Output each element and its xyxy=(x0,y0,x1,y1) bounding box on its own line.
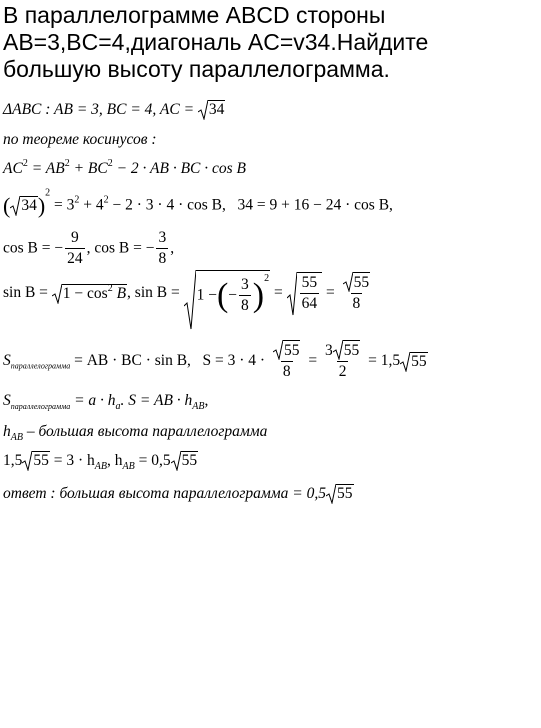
problem-line-1: В параллелограмме ABCD стороны xyxy=(3,2,386,28)
sqrt-34: 34 xyxy=(198,100,226,119)
height-equation: 1,5 $55 = 3 \cdot h_{AB}$, $h_{AB} = 0,5$ 55 xyxy=(3,452,198,472)
problem-line-2: AB=3,BC=4,диагональ AC=v34.Найдите xyxy=(3,29,429,55)
sin-line: sin B = $1 - \cos^2 B$, sin B = 1 −(− $\frac{3}{8}$ )$^2$ = $\frac{55}{64}$ = $\frac{55}{8}$ xyxy=(3,270,374,316)
sqrt-34-b: 34 xyxy=(10,196,38,215)
radical-sign xyxy=(198,100,208,120)
sqrt-1-cos2: $1 - \cos^2 B$ xyxy=(52,284,127,303)
problem-line-3: большую высоту параллелограмма. xyxy=(3,56,390,82)
height-statement: $h_{AB}$ – большая высота параллелограмма xyxy=(3,423,268,443)
area-line-1: $S_{параллелограмма}$ = AB · BC · sin B, S = 3 · 4 · $\frac{55}{8}$ = 3 55 2 = 1,5 55 xyxy=(3,342,427,380)
substitution-line: ( $34)^2 = 3^2 + 4^2 - 2 \cdot 3 \cdot 4 \cdot \cos B$, 34 = 9 + 16 − 24 · cos B, xyxy=(3,187,393,218)
theorem-text: по теореме косинусов : xyxy=(3,131,157,148)
given-label: ΔABC : AB = 3, BC = 4, AC = xyxy=(3,101,195,118)
cosine-law-line: $AC^2 = AB^2 + BC^2 - 2$ · AB · BC · cos B xyxy=(3,158,247,177)
given-line xyxy=(3,100,225,119)
sqrt-55-64: $\frac{55}{64}$ xyxy=(287,272,323,314)
answer-line: ответ : большая высота параллелограмма = 0,5 55 xyxy=(3,485,353,502)
sqrt-big: 1 −(− $\frac{3}{8}$ )$^2$ xyxy=(184,270,271,316)
cos-values-line: cos B = − $\frac{9}{24}$ , cos B = − $\frac{3}{8}$ , xyxy=(3,229,175,267)
theorem-line xyxy=(3,131,157,149)
area-line-2: $S_{параллелограмма} = a \cdot h_a$. S = AB · $h_{AB}$, xyxy=(3,392,209,412)
problem-statement xyxy=(3,2,535,83)
